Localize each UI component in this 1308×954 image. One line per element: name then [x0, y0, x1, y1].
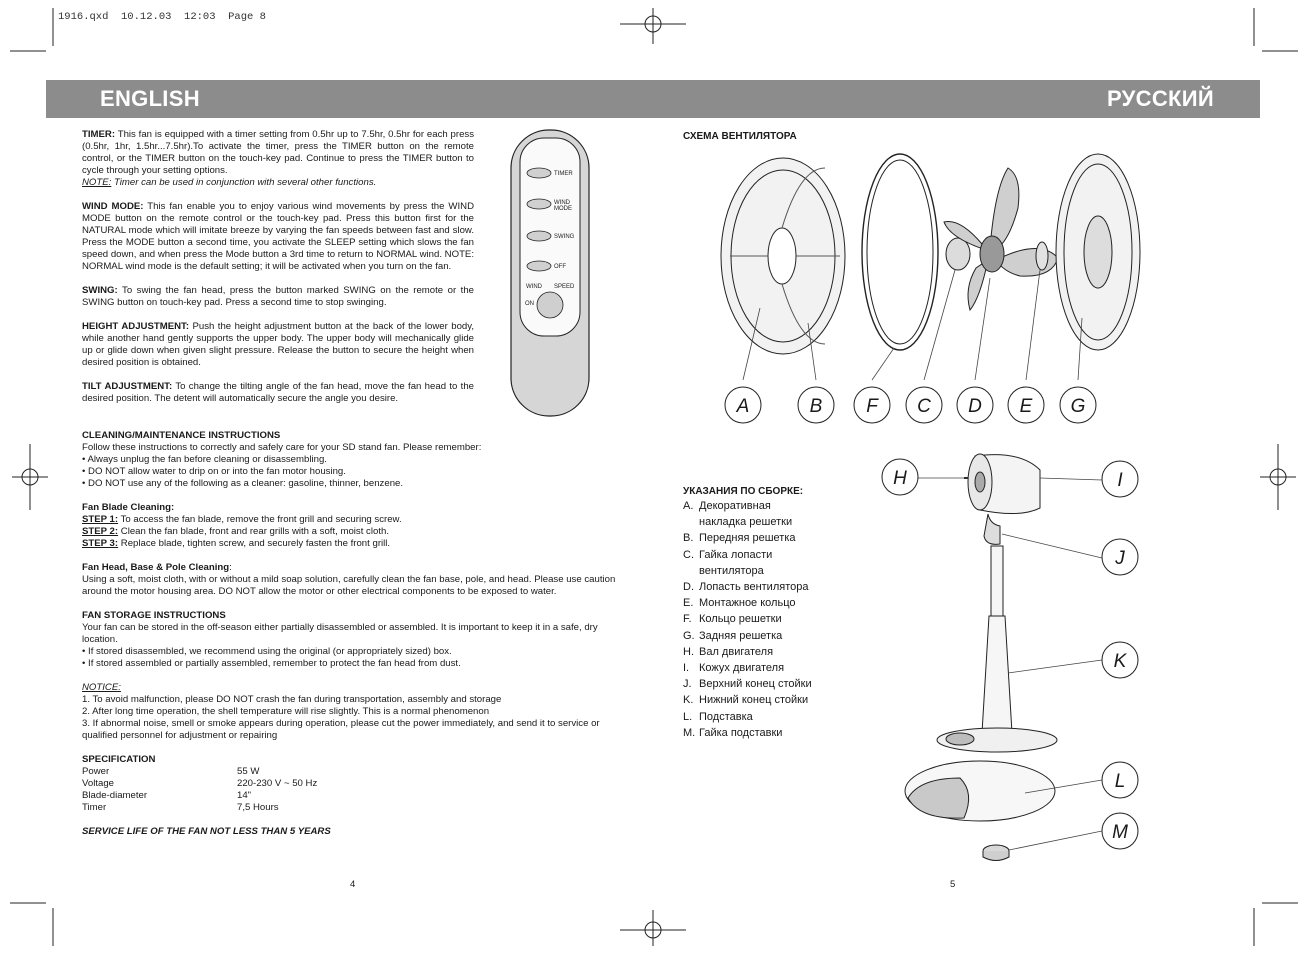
- part-name: Передняя решетка: [699, 532, 796, 545]
- part-letter: B.: [683, 532, 694, 545]
- remote-label-speed: SPEED: [554, 284, 575, 290]
- exploded-fan-diagram: [690, 148, 1160, 430]
- list-item: [683, 628, 812, 644]
- callout-e: E: [1019, 396, 1033, 417]
- on-speed-key-icon: [537, 292, 563, 318]
- list-item: [683, 725, 812, 741]
- part-name: Нижний конец стойки: [699, 694, 809, 707]
- spec-title: SPECIFICATION: [82, 754, 156, 765]
- timer-text: This fan is equipped with a timer setting from 0.5hr up to 7.5hr, 0.5hr for each press (0.5hr, 1hr, 1.5hr...7.5hr).To activate the timer, press the TIMER button on the remote control, or the TIMER button on the touch-key pad. Continue to press the TIMER button to cycle through your setting options.: [82, 129, 474, 176]
- assembly-title: УКАЗАНИЯ ПО СБОРКЕ:: [683, 486, 804, 497]
- remote-label-timer: TIMER: [554, 171, 573, 177]
- grill-ring-shape: [862, 154, 938, 350]
- part-letter: [683, 563, 699, 579]
- spec-value: 220-230 V ~ 50 Hz: [237, 778, 318, 789]
- off-key-icon: [527, 261, 551, 271]
- list-item: [683, 595, 812, 611]
- list-item: [683, 676, 812, 692]
- step-text: Clean the fan blade, front and rear grills with a soft, moist cloth.: [118, 526, 389, 537]
- blade-step: [82, 526, 627, 538]
- list-item: [683, 579, 812, 595]
- part-name: Гайка лопасти: [699, 548, 773, 561]
- header-band: [46, 80, 1260, 118]
- parts-list: [683, 498, 812, 741]
- tilt-label: TILT ADJUSTMENT:: [82, 381, 173, 392]
- list-item: [683, 498, 812, 514]
- height-paragraph: [82, 321, 474, 369]
- remote-label-wind: WIND: [554, 200, 570, 206]
- remote-label-mode: MODE: [554, 206, 572, 212]
- spec-value: 14": [237, 790, 252, 801]
- step-label: STEP 3:: [82, 538, 119, 549]
- cleaning-bullet: • DO NOT use any of the following as a cleaner: gasoline, thinner, benzene.: [82, 478, 404, 489]
- blade-step: [82, 538, 627, 550]
- tilt-paragraph: [82, 381, 474, 405]
- part-letter: A.: [683, 500, 694, 512]
- head-title-text: Fan Head, Base & Pole Cleaning: [82, 562, 230, 573]
- callout-i: I: [1117, 470, 1123, 491]
- english-maintenance: [82, 430, 627, 838]
- spec-value: 7,5 Hours: [237, 802, 279, 813]
- part-letter: M.: [683, 726, 696, 739]
- list-item: [683, 660, 812, 676]
- english-features: [82, 129, 474, 405]
- timer-paragraph: [82, 129, 474, 177]
- part-name: Лопасть вентилятора: [699, 581, 809, 594]
- callout-m: M: [1112, 822, 1128, 843]
- step-text: To access the fan blade, remove the front grill and securing screw.: [118, 514, 402, 525]
- scheme-title: СХЕМА ВЕНТИЛЯТОРА: [683, 131, 797, 142]
- remote-label-on: ON: [525, 301, 534, 307]
- list-item: [683, 514, 812, 530]
- timer-note-text: Timer can be used in conjunction with several other functions.: [111, 177, 377, 188]
- part-letter: E.: [683, 597, 694, 610]
- part-name: Кольцо решетки: [699, 613, 782, 626]
- storage-text: Your fan can be stored in the off-season either partially disassembled or assembled. It is important to keep it in a safe, dry location.: [82, 622, 598, 645]
- upper-pole-shape: [991, 546, 1003, 616]
- cleaning-bullet: • DO NOT allow water to drip on or into the fan motor housing.: [82, 466, 346, 477]
- timer-key-icon: [527, 168, 551, 178]
- spec-key: Blade-diameter: [82, 790, 148, 801]
- list-item: [683, 530, 812, 546]
- part-name: вентилятора: [699, 564, 764, 577]
- height-label: HEIGHT ADJUSTMENT:: [82, 321, 190, 332]
- part-letter: L.: [683, 710, 693, 723]
- remote-label-swing: SWING: [554, 234, 575, 240]
- remote-control-illustration: [508, 128, 592, 420]
- part-name: Декоративная: [699, 500, 771, 512]
- remote-label-off: OFF: [554, 264, 566, 270]
- cleaning-intro: Follow these instructions to correctly and safely care for your SD stand fan. Please remember:: [82, 442, 482, 453]
- part-letter: J.: [683, 678, 692, 691]
- head-text: Using a soft, moist cloth, with or without a mild soap solution, carefully clean the fan base, pole, and head. Please use caution around the motor housing area. DO NOT allow the motor or other electrical components to be exposed to water.: [82, 574, 616, 597]
- swing-paragraph: [82, 285, 474, 309]
- callout-l: L: [1114, 771, 1126, 792]
- part-name: накладка решетки: [699, 516, 793, 529]
- head-title-colon: :: [229, 562, 232, 573]
- lower-pole-shape: [982, 616, 1012, 733]
- spec-row: [82, 778, 627, 790]
- blade-step: [82, 514, 627, 526]
- remote-label-wind2: WIND: [526, 284, 542, 290]
- list-item: [683, 547, 812, 563]
- callout-h: H: [893, 468, 907, 489]
- height-text: Push the height adjustment button at the back of the lower body, while another hand gently supports the upper body. The upper body will mechanically glide up or glide down when given slight pressure. Release the button to secure the height when desired position is obtained.: [82, 321, 474, 368]
- spec-key: Voltage: [82, 778, 115, 789]
- part-letter: H.: [683, 645, 694, 658]
- part-letter: K.: [683, 694, 694, 707]
- part-name: Кожух двигателя: [699, 662, 785, 675]
- wind-mode-text: This fan enable you to enjoy various wind movements by press the WIND MODE button on the remote control or the touch-key pad. Press this button first for the NATURAL mode which will imitate breeze by varying the fan speeds between fast and slow. Press the MODE button a second time, you activate the SLEEP setting which slows the fan speed down, and when press the Mode button a 3rd time to return to NORMAL wind. NOTE: NORMAL wind mode is the default setting; it will be activated when you turn on the fan.: [82, 201, 474, 272]
- spec-row: [82, 790, 627, 802]
- wind-mode-label: WIND MODE:: [82, 201, 144, 212]
- callout-a: A: [736, 396, 750, 417]
- part-letter: I.: [683, 662, 690, 675]
- part-name: Вал двигателя: [699, 645, 774, 658]
- storage-bullet: • If stored disassembled, we recommend using the original (or appropriately sized) box.: [82, 646, 452, 657]
- callout-k: K: [1113, 651, 1127, 672]
- spec-value: 55 W: [237, 766, 260, 777]
- file-slug: 1916.qxd 10.12.03 12:03 Page 8: [58, 11, 266, 23]
- russian-title: РУССКИЙ: [1107, 86, 1214, 111]
- part-letter: G.: [683, 629, 695, 642]
- blade-nut-shape: [946, 238, 970, 270]
- callout-g: G: [1070, 396, 1086, 417]
- list-item: [683, 709, 812, 725]
- part-letter: D.: [683, 581, 694, 594]
- notice-item: 3. If abnormal noise, smell or smoke appears during operation, please cut the power immediately, and send it to service or qualified personnel for adjustment or repairing: [82, 718, 600, 741]
- swing-label: SWING:: [82, 285, 118, 296]
- step-text: Replace blade, tighten screw, and securely fasten the front grill.: [118, 538, 391, 549]
- page-number-right: 5: [950, 879, 956, 890]
- callout-d: D: [968, 396, 982, 417]
- callout-j: J: [1115, 548, 1125, 569]
- part-name: Задняя решетка: [699, 629, 783, 642]
- part-letter: [683, 514, 699, 530]
- part-letter: F.: [683, 613, 692, 626]
- list-item: [683, 563, 812, 579]
- step-label: STEP 2:: [82, 526, 119, 537]
- head-title: [82, 562, 627, 574]
- part-name: Гайка подставки: [699, 726, 783, 739]
- wind-mode-key-icon: [527, 199, 551, 209]
- wind-mode-paragraph: [82, 201, 474, 273]
- part-letter: C.: [683, 548, 694, 561]
- list-item: [683, 644, 812, 660]
- list-item: [683, 692, 812, 708]
- swing-text: To swing the fan head, press the button marked SWING on the remote or the SWING button on touch-key pad. Press a second time to stop swinging.: [82, 285, 474, 308]
- spec-row: [82, 766, 627, 778]
- notice-item: 2. After long time operation, the shell temperature will rise slightly. This is a normal phenomenon: [82, 706, 490, 717]
- mounting-ring-shape: [1036, 242, 1048, 270]
- service-life: SERVICE LIFE OF THE FAN NOT LESS THAN 5 YEARS: [82, 826, 331, 837]
- list-item: [683, 611, 812, 627]
- stand-assembly-diagram: [880, 448, 1142, 866]
- callout-f: F: [866, 396, 878, 417]
- timer-note-label: NOTE:: [82, 177, 112, 188]
- spec-key: Timer: [82, 802, 107, 813]
- cleaning-title: CLEANING/MAINTENANCE INSTRUCTIONS: [82, 430, 281, 441]
- step-label: STEP 1:: [82, 514, 119, 525]
- timer-label: TIMER:: [82, 129, 116, 140]
- swing-key-icon: [527, 231, 551, 241]
- part-name: Монтажное кольцо: [699, 597, 796, 610]
- fan-blade-shape: [944, 168, 1058, 310]
- callout-b: B: [809, 396, 823, 417]
- notice-item: 1. To avoid malfunction, please DO NOT crash the fan during transportation, assembly and storage: [82, 694, 502, 705]
- tilt-text: To change the tilting angle of the fan head, move the fan head to the desired position. The detent will automatically secure the angle you desire.: [82, 381, 474, 404]
- part-name: Подставка: [699, 710, 753, 723]
- part-name: Верхний конец стойки: [699, 678, 812, 691]
- timer-note: [82, 177, 474, 189]
- cleaning-bullet: • Always unplug the fan before cleaning or disassembling.: [82, 454, 327, 465]
- callout-c: C: [917, 396, 931, 417]
- spec-row: [82, 802, 627, 814]
- english-title: ENGLISH: [100, 86, 200, 111]
- page-number-left: 4: [350, 879, 356, 890]
- notice-title: NOTICE:: [82, 682, 121, 693]
- spec-key: Power: [82, 766, 110, 777]
- storage-bullet: • If stored assembled or partially assembled, remember to protect the fan head from dust.: [82, 658, 461, 669]
- blade-title: Fan Blade Cleaning:: [82, 502, 175, 513]
- storage-title: FAN STORAGE INSTRUCTIONS: [82, 610, 226, 621]
